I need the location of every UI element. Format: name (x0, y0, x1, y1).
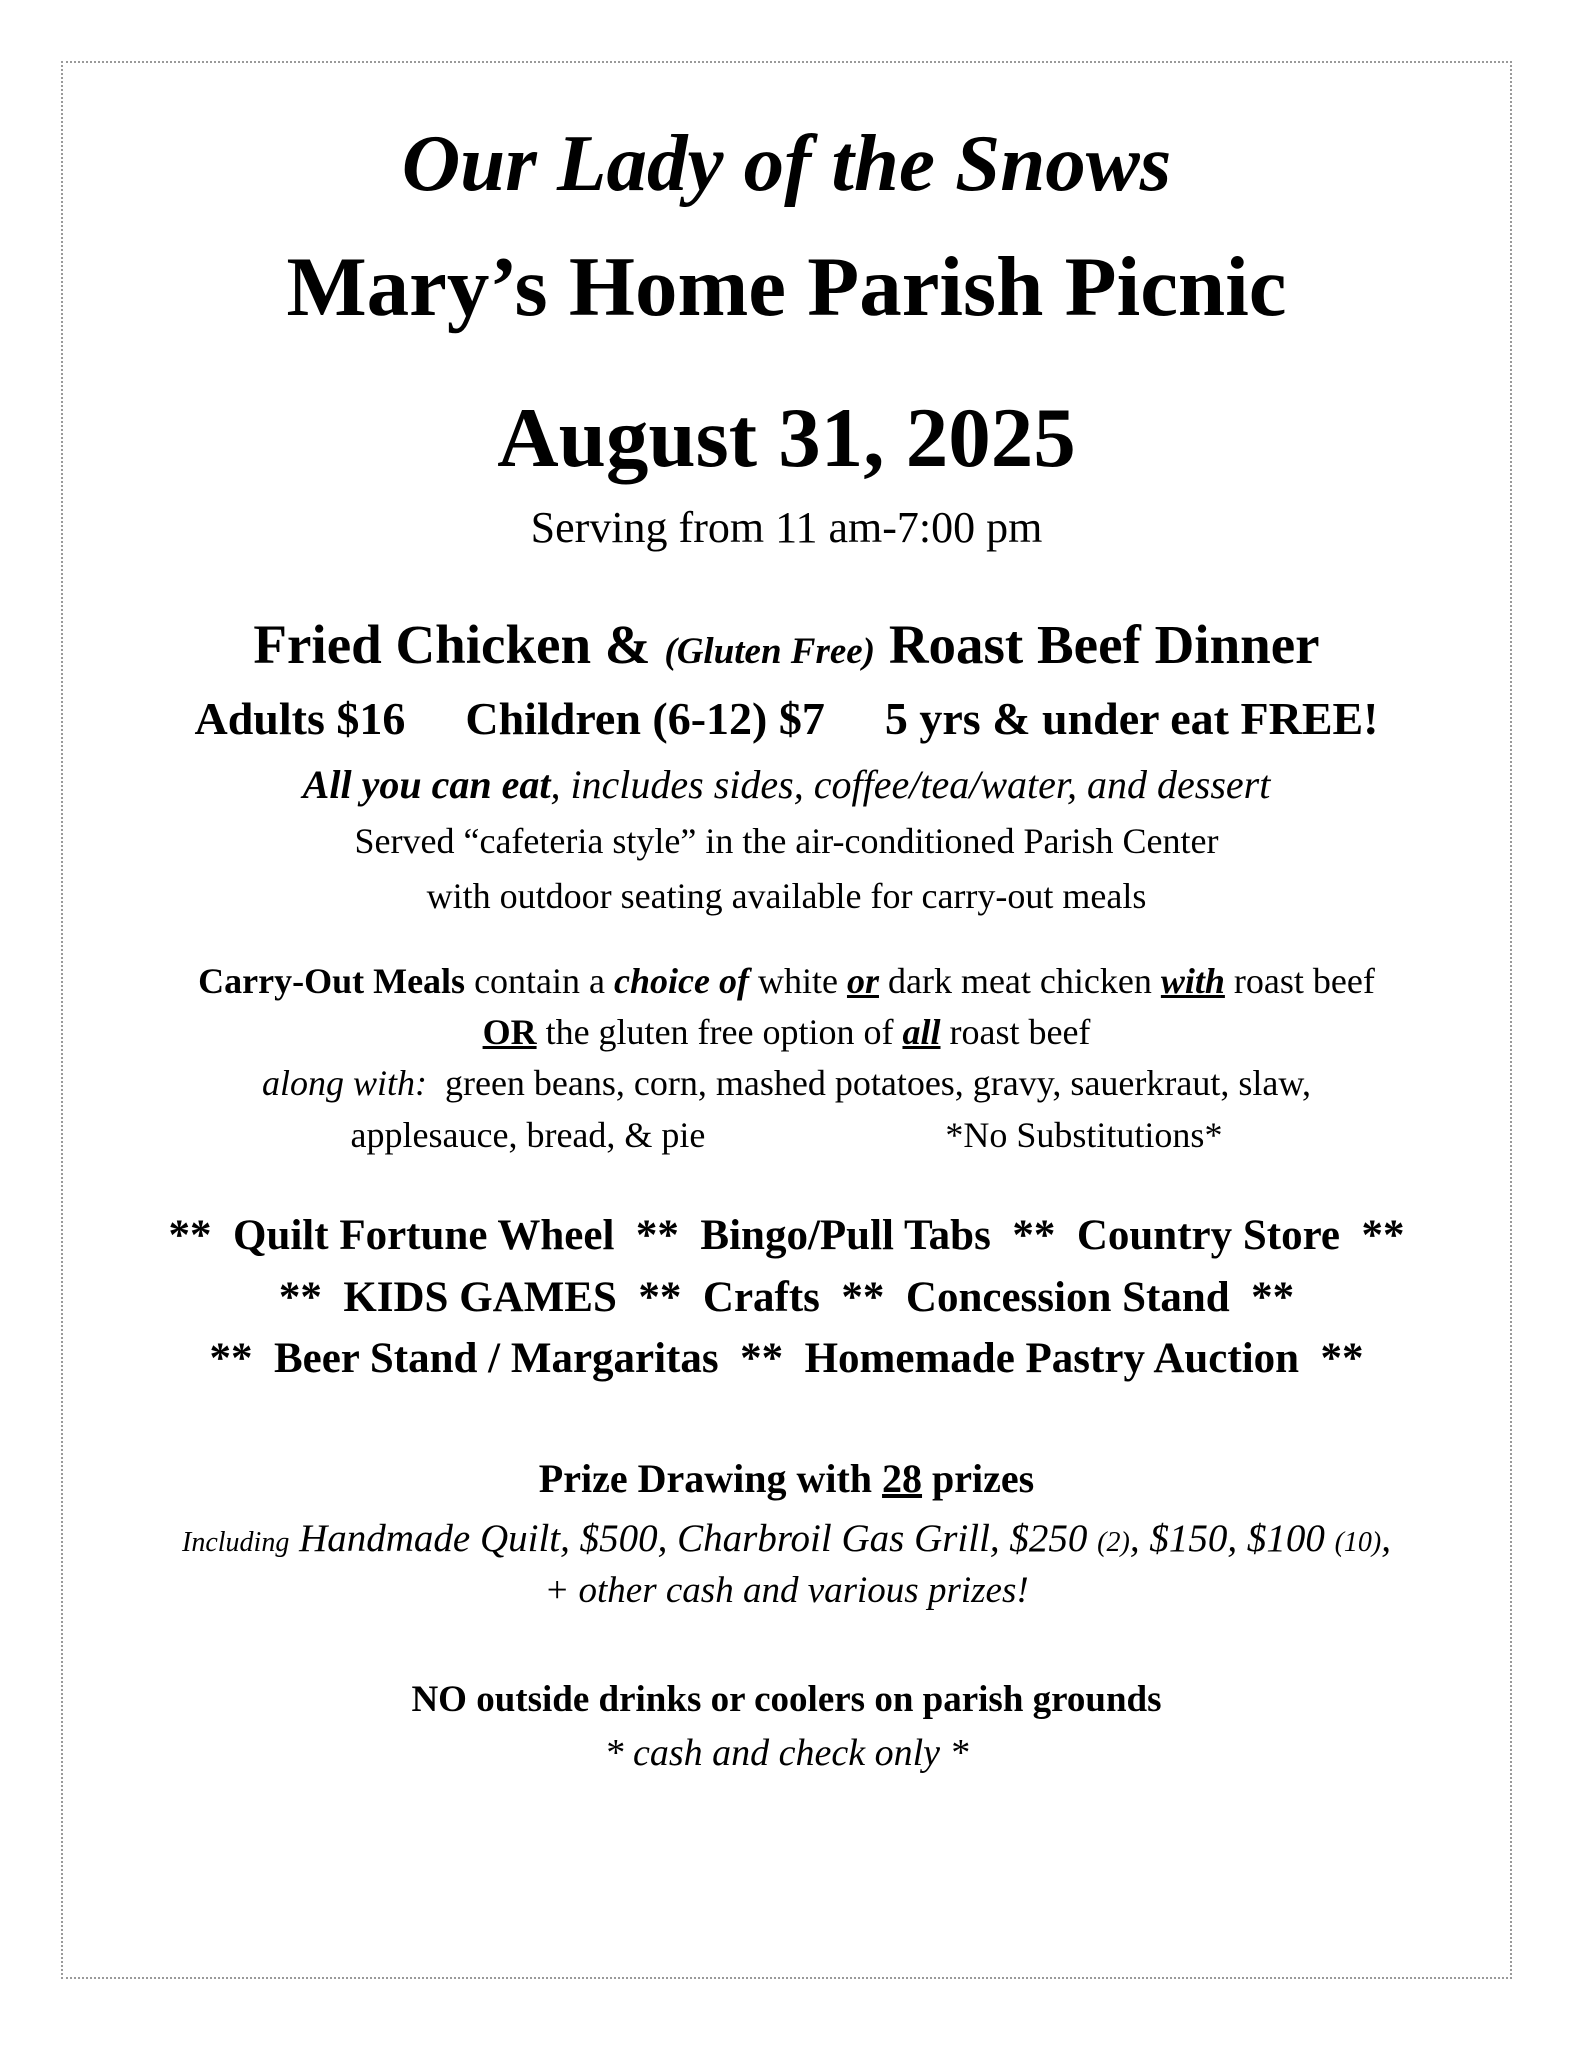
adult-price: Adults $16 (194, 693, 406, 744)
dinner-part1: Fried Chicken & (253, 614, 665, 675)
activities-row-2: ** KIDS GAMES ** Crafts ** Concession Stand ** (278, 1274, 1295, 1321)
prize-list-text: Handmade Quilt, $500, Charbroil Gas Grill, $250 (289, 1517, 1098, 1560)
sides-text-2: applesauce, bread, & pie (350, 1115, 706, 1155)
free-age: 5 yrs & under eat FREE! (884, 693, 1379, 744)
carryout-text: roast beef (1224, 961, 1375, 1001)
prize-qty: (10) (1334, 1527, 1382, 1558)
prize-list-text: , (1381, 1517, 1391, 1560)
prize-list-text: , $150, $100 (1129, 1517, 1335, 1560)
includes-text: , includes sides, coffee/tea/water, and dessert (550, 762, 1271, 807)
prize-heading-text: Prize Drawing with (538, 1456, 883, 1501)
prize-qty: (2) (1097, 1527, 1130, 1558)
prize-list (61, 1519, 1512, 1558)
carryout-text: contain a (465, 961, 615, 1001)
prize-heading (61, 1456, 1512, 1501)
sides-line-2 (61, 1117, 1512, 1153)
other-prizes: + other cash and various prizes! (544, 1570, 1029, 1611)
event-date: August 31, 2025 (497, 391, 1076, 485)
prize-count: 28 (882, 1456, 923, 1501)
carryout-text: white (748, 961, 847, 1001)
with-emphasis: with (1160, 961, 1225, 1001)
no-outside-drinks: NO outside drinks or coolers on parish grounds (411, 1679, 1162, 1720)
carryout-line-1 (61, 963, 1512, 999)
carryout-label: Carry-Out Meals (198, 961, 466, 1001)
sides-line-1 (61, 1065, 1512, 1101)
church-name: Our Lady of the Snows (401, 118, 1172, 208)
all-you-can-eat: All you can eat (302, 762, 551, 807)
dinner-part2: Roast Beef Dinner (875, 614, 1320, 675)
serving-hours: Serving from 11 am-7:00 pm (530, 503, 1043, 552)
gluten-free-label: (Gluten Free) (664, 631, 876, 672)
carryout-text: roast beef (940, 1012, 1091, 1052)
including-label: Including (182, 1527, 290, 1558)
or-emphasis: or (846, 961, 879, 1001)
dinner-heading (61, 614, 1512, 675)
served-line: Served “cafeteria style” in the air-conditioned Parish Center (354, 821, 1219, 861)
along-with: along with: (261, 1063, 427, 1103)
all-emphasis: all (902, 1012, 941, 1052)
all-you-can-eat-line (61, 762, 1512, 807)
activities-row-1: ** Quilt Fortune Wheel ** Bingo/Pull Tabs ** Country Store ** (168, 1212, 1405, 1259)
carryout-text: dark meat chicken (878, 961, 1161, 1001)
event-title: Mary’s Home Parish Picnic (286, 240, 1287, 334)
sides-text: green beans, corn, mashed potatoes, gravy, sauerkraut, slaw, (426, 1063, 1312, 1103)
payment-note: * cash and check only * (604, 1732, 969, 1774)
no-substitutions: *No Substitutions* (945, 1115, 1223, 1155)
or-upper-emphasis: OR (482, 1012, 537, 1052)
carryout-line-2 (61, 1014, 1512, 1050)
choice-of: choice of (614, 961, 749, 1001)
child-price: Children (6-12) $7 (465, 693, 825, 744)
price-line (61, 693, 1512, 744)
seating-line: with outdoor seating available for carry-out meals (426, 876, 1147, 916)
carryout-text: the gluten free option of (536, 1012, 903, 1052)
activities-row-3: ** Beer Stand / Margaritas ** Homemade Pastry Auction ** (209, 1335, 1364, 1382)
prize-heading-text: prizes (922, 1456, 1035, 1501)
